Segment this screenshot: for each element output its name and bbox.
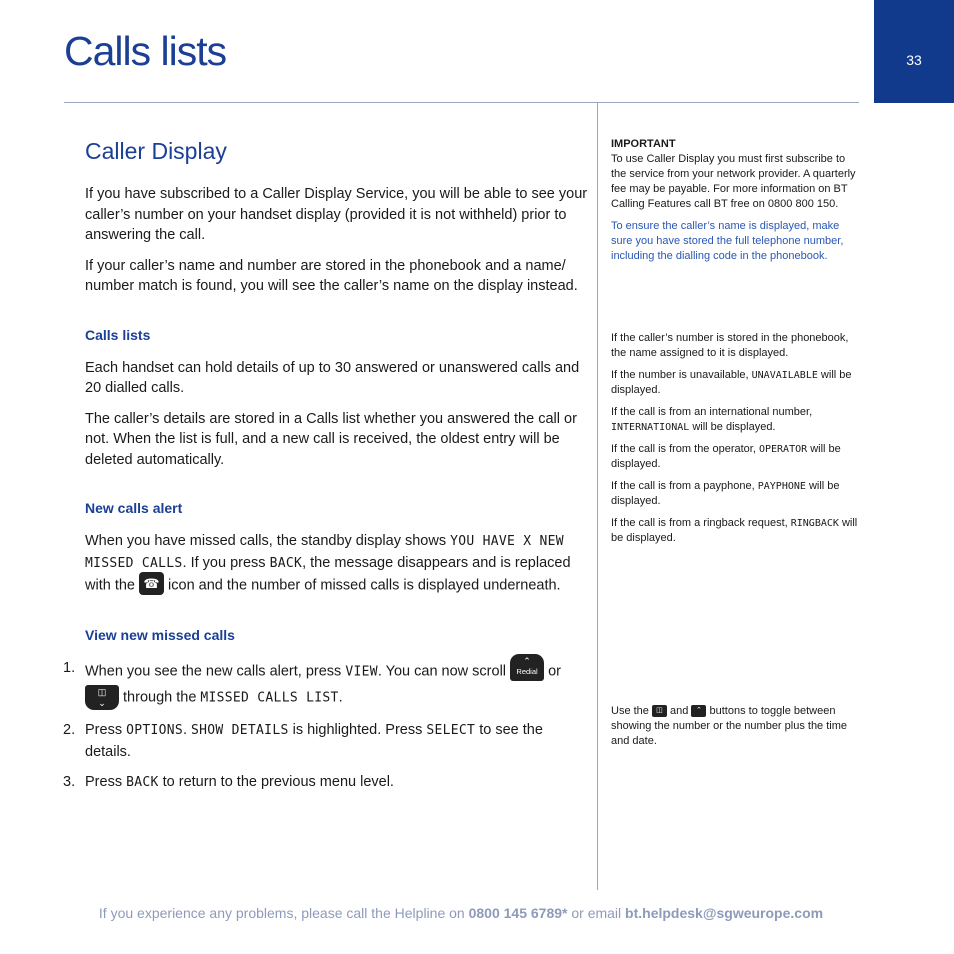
note-item: If the call is from the operator, OPERATOR will be displayed. xyxy=(611,443,841,470)
step-3: 3. Press BACK to return to the previous menu level. xyxy=(63,774,394,790)
lcd-text: VIEW xyxy=(345,664,378,680)
redial-button-icon: ⌃ xyxy=(691,705,706,717)
page-number: 33 xyxy=(906,52,922,68)
phonebook-down-button-icon: ◫ ⌄ xyxy=(85,685,119,710)
calls-lists-heading: Calls lists xyxy=(85,326,151,343)
main-column xyxy=(63,137,590,804)
caller-display-para-2: If your caller’s name and number are stored in the phonebook and a name/ number match is found, you will see the caller’s name on the display instead. xyxy=(85,257,578,294)
caller-display-para-1: If you have subscribed to a Caller Display Service, you will be able to see your caller’s number on your handset display (provided it is not withheld) prior to answering the call. xyxy=(85,186,588,243)
missed-call-phone-icon: ☎ xyxy=(139,572,164,595)
step-2: 2. Press OPTIONS. SHOW DETAILS is highlighted. Press SELECT to see the details. xyxy=(63,722,543,760)
phonebook-button-icon: ◫ xyxy=(652,705,667,717)
view-missed-heading: View new missed calls xyxy=(85,627,235,643)
lcd-text: BACK xyxy=(269,555,303,571)
lcd-text: SHOW DETAILS xyxy=(191,723,289,738)
note-item: If the number is unavailable, UNAVAILABLE will be displayed. xyxy=(611,369,852,396)
lcd-text: SELECT xyxy=(426,723,476,738)
column-divider xyxy=(597,103,598,890)
phonebook-tip: To ensure the caller’s name is displayed, make sure you have stored the full telephone number, including the dialling code in the phonebook. xyxy=(611,220,844,262)
footer-helpline: If you experience any problems, please call the Helpline on 0800 145 6789* or email bt.helpdesk@sgweurope.com xyxy=(98,905,824,921)
important-note xyxy=(611,137,861,271)
calls-lists-para-1: Each handset can hold details of up to 30 answered or unanswered calls and 20 dialled calls. xyxy=(85,359,580,396)
important-heading: IMPORTANT xyxy=(611,138,676,150)
toggle-note: Use the ◫ and ⌃ buttons to toggle between showing the number or the number plus the time and date. xyxy=(611,705,848,747)
new-calls-alert-heading: New calls alert xyxy=(85,500,183,516)
lcd-text: YOU HAVE X NEW MISSED CALLS xyxy=(85,534,564,571)
page-number-tab xyxy=(874,0,954,103)
note-item: If the caller’s number is stored in the phonebook, the name assigned to it is displayed. xyxy=(611,332,849,359)
lcd-text: OPTIONS xyxy=(126,723,183,738)
caller-display-heading: Caller Display xyxy=(85,138,227,164)
title-divider xyxy=(64,102,859,103)
note-item: If the call is from a payphone, PAYPHONE will be displayed. xyxy=(611,480,840,507)
helpline-phone: 0800 145 6789* xyxy=(468,905,568,921)
steps-list xyxy=(63,656,590,794)
lcd-text: MISSED CALLS LIST xyxy=(200,690,339,706)
lcd-text: BACK xyxy=(126,775,159,790)
calls-lists-para-2: The caller’s details are stored in a Calls list whether you answered the call or not. When the list is full, and a new call is received, the oldest entry will be deleted automatically. xyxy=(85,410,577,468)
display-notes xyxy=(611,331,861,553)
redial-up-button-icon: ⌃ Redial xyxy=(510,654,544,681)
note-item: If the call is from an international number, INTERNATIONAL will be displayed. xyxy=(611,406,813,433)
helpdesk-email[interactable]: bt.helpdesk@sgweurope.com xyxy=(625,905,824,921)
step-1: 1. When you see the new calls alert, press VIEW. You can now scroll ⌃ Redial or ◫ ⌄ through the MISSED CALLS LIST. xyxy=(63,656,561,708)
note-item: If the call is from a ringback request, RINGBACK will be displayed. xyxy=(611,517,858,544)
page-title: Calls lists xyxy=(64,28,227,74)
new-calls-alert-para: When you have missed calls, the standby display shows YOU HAVE X NEW MISSED CALLS. If you press BACK, the message disappears and is replaced with the ☎ icon and the number of missed calls is displayed underneath. xyxy=(85,533,571,594)
important-text: To use Caller Display you must first subscribe to the service from your network provider. A quarterly fee may be payable. For more information on BT Calling Features call BT free on 0800 800 150. xyxy=(611,153,856,210)
